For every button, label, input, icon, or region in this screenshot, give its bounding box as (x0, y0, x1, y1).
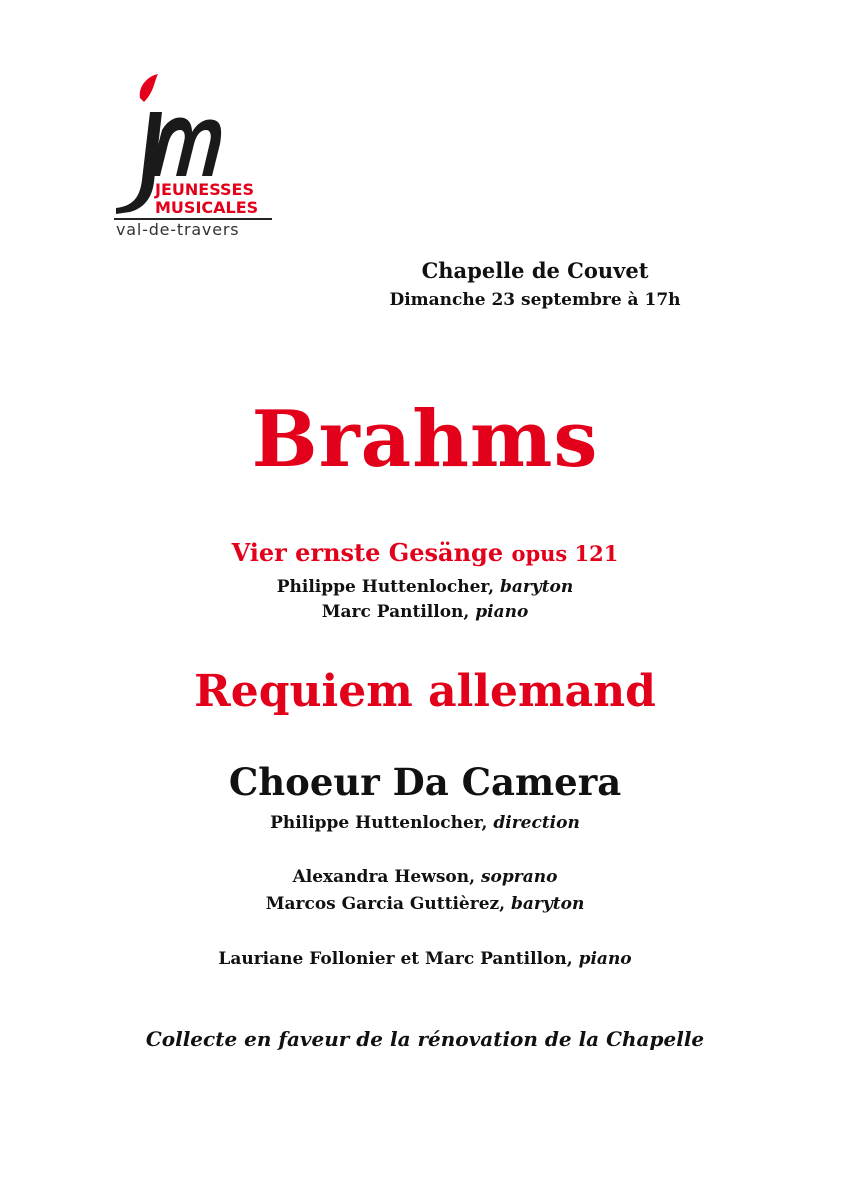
soloist-name: Alexandra Hewson, (292, 867, 476, 887)
performer-role: baryton (499, 577, 574, 597)
work2-title: Requiem allemand (194, 666, 656, 717)
ensemble-name: Choeur Da Camera (228, 760, 622, 804)
director-role: direction (493, 813, 580, 833)
work1-opus: opus 121 (511, 541, 619, 566)
soloist-line (0, 867, 850, 887)
soloist-line (0, 894, 850, 914)
performer-line (0, 577, 850, 597)
soloist-name: Marcos Garcia Guttièrez, (265, 894, 506, 914)
work1-title (0, 538, 850, 567)
performer-line (0, 602, 850, 622)
logo-line-2: MUSICALES (155, 198, 259, 217)
venue-date: Dimanche 23 septembre à 17h (389, 290, 681, 310)
logo-line-1: JEUNESSES (155, 180, 254, 199)
pianists-line (0, 949, 850, 969)
composer-title: Brahms (251, 394, 599, 485)
pianists-role: piano (578, 949, 632, 969)
performer-name: Philippe Huttenlocher, (276, 577, 495, 597)
director-name: Philippe Huttenlocher, (270, 813, 488, 833)
performer-name: Marc Pantillon, (321, 602, 470, 622)
soloist-role: baryton (511, 894, 585, 914)
jeunesses-musicales-logo (110, 72, 280, 247)
logo-subtitle: val-de-travers (116, 220, 240, 239)
director-line (0, 813, 850, 833)
soloist-role: soprano (480, 867, 558, 887)
performer-role: piano (475, 602, 529, 622)
work1-name: Vier ernste Gesänge (231, 538, 504, 567)
collection-note: Collecte en faveur de la rénovation de la Chapelle (145, 1027, 705, 1051)
pianists-names: Lauriane Follonier et Marc Pantillon, (218, 949, 573, 969)
venue-place: Chapelle de Couvet (421, 258, 649, 283)
